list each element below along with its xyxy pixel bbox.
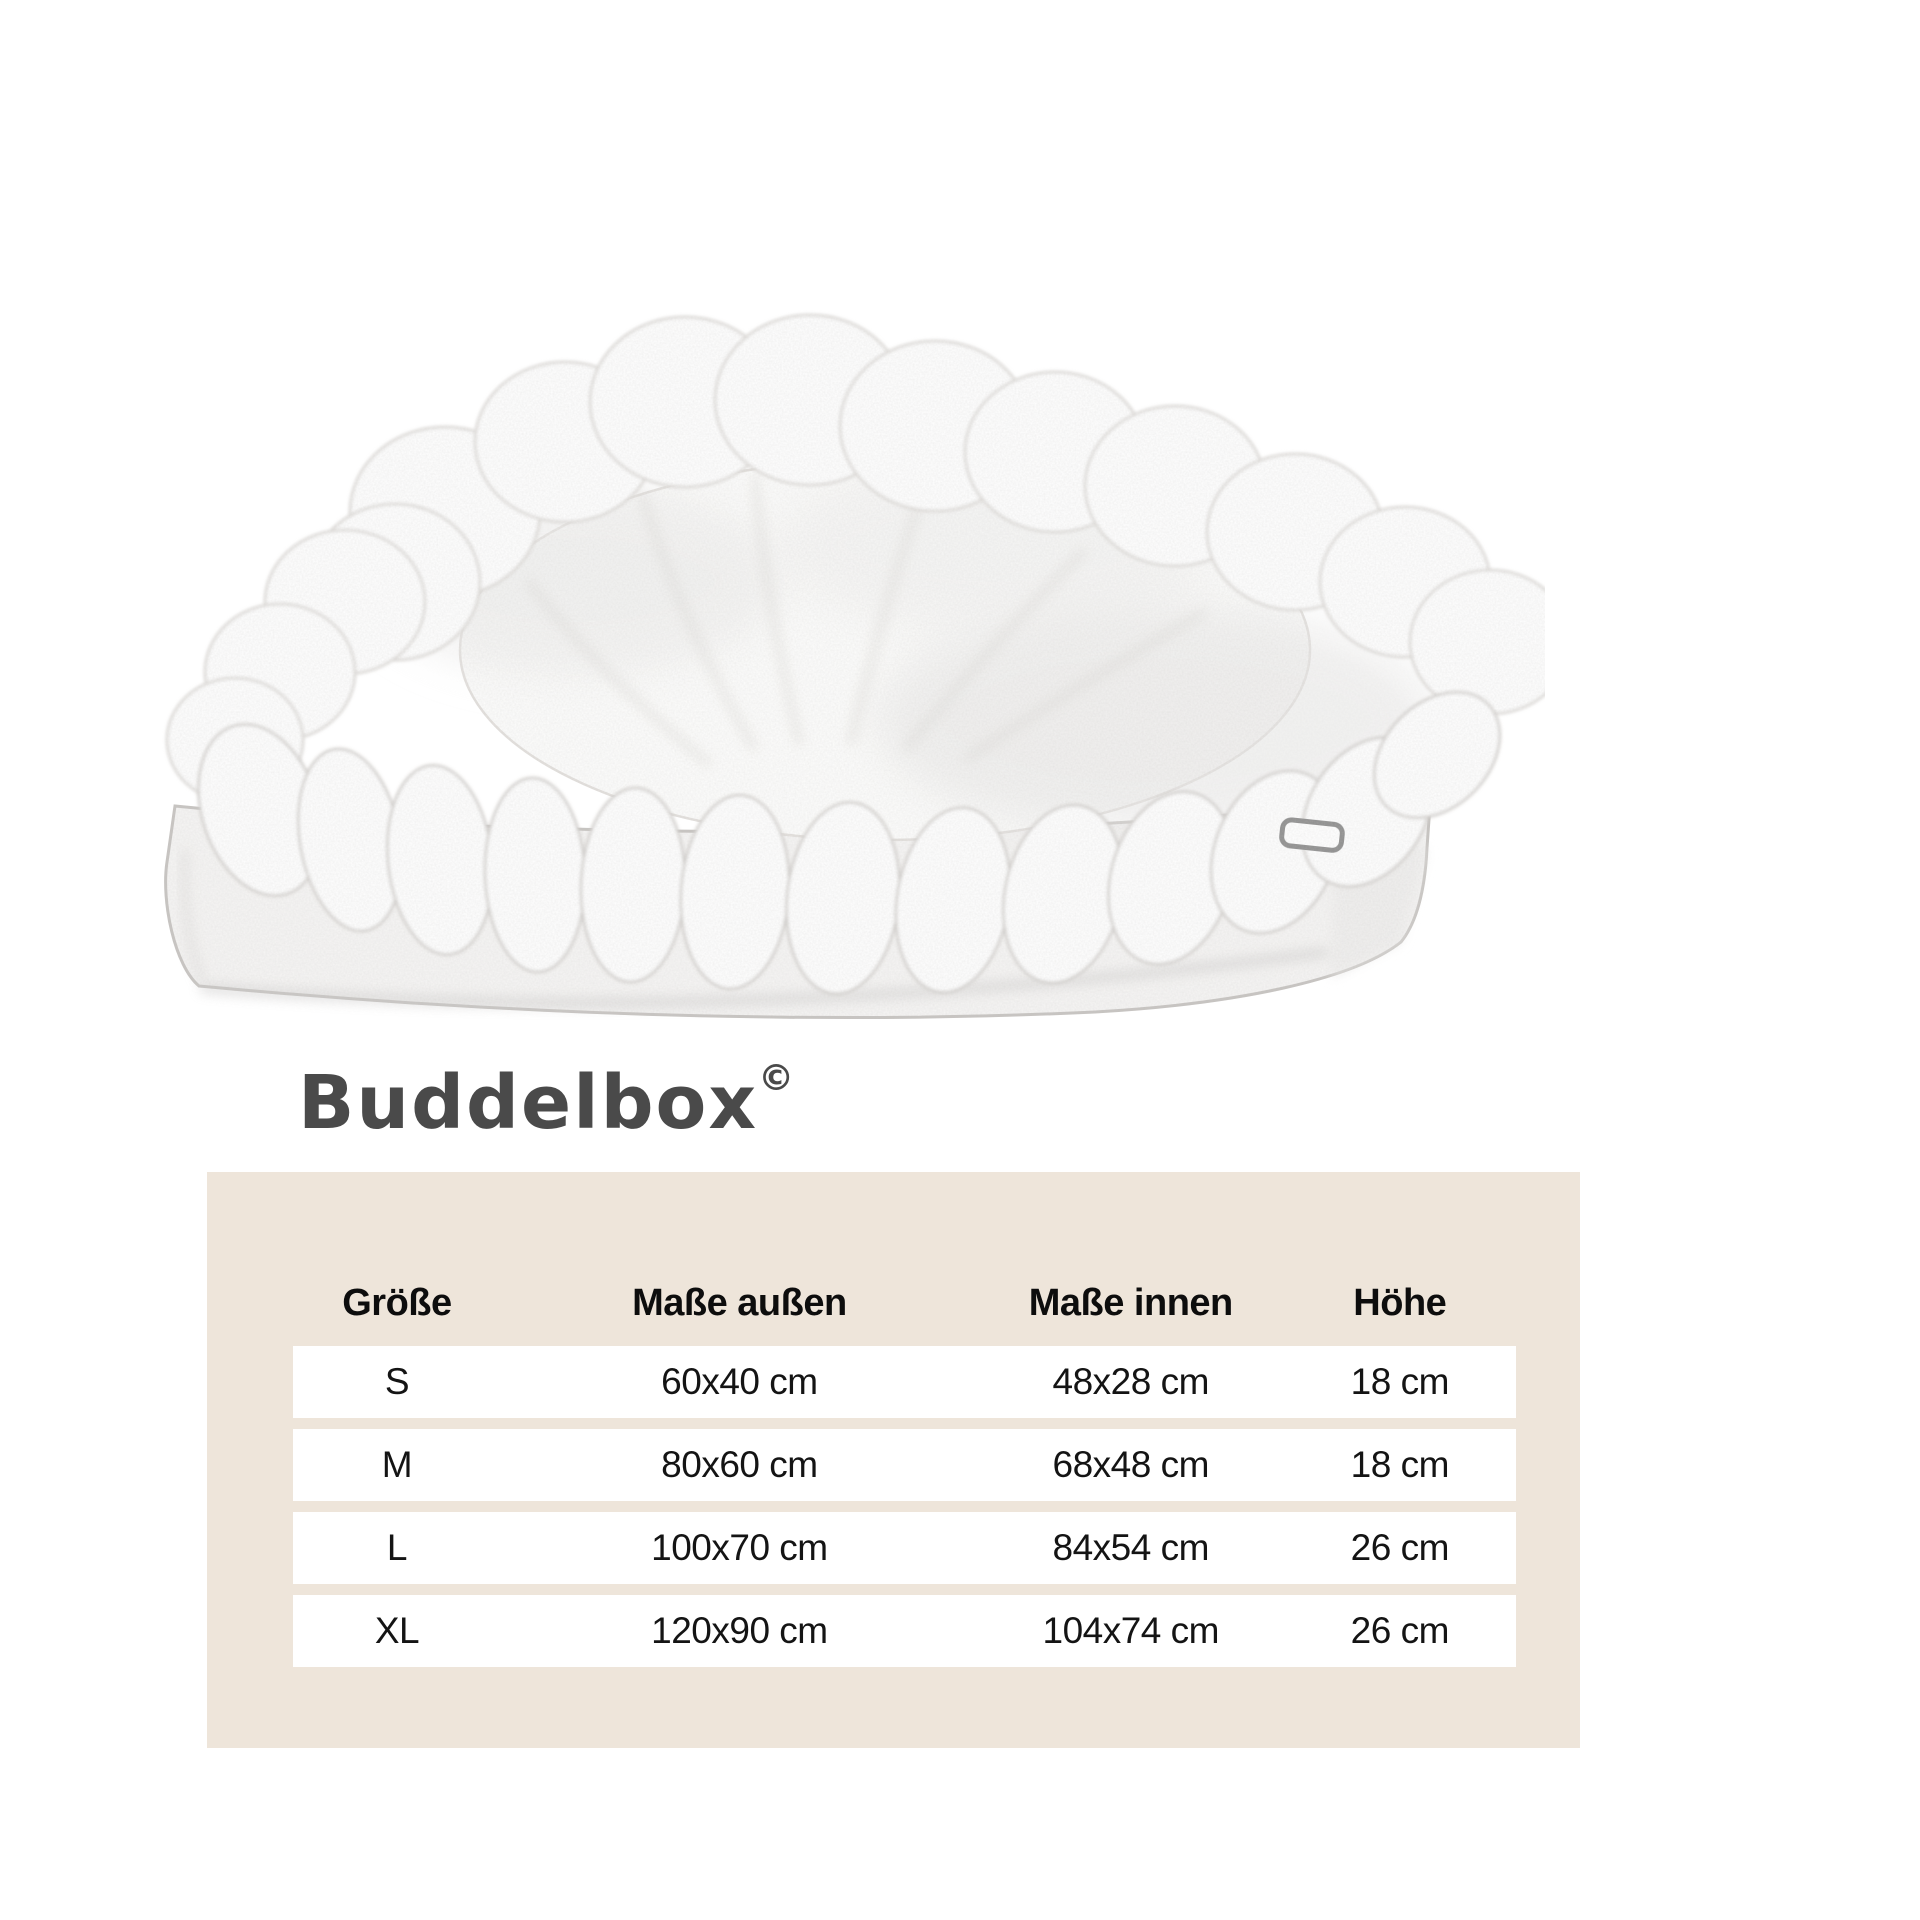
cell-size: S [384, 1361, 410, 1402]
cell-outer: 60x40 cm [661, 1361, 818, 1402]
fluffy-bed-sketch-svg [95, 250, 1545, 1020]
cell-size: L [386, 1527, 407, 1568]
column-header-height: Höhe [1353, 1281, 1447, 1324]
column-header-inner: Maße innen [1028, 1281, 1233, 1324]
table-row-m [293, 1429, 1516, 1501]
size-table-header [293, 1274, 1516, 1332]
size-table-rows [293, 1346, 1516, 1667]
cell-inner: 84x54 cm [1052, 1527, 1209, 1568]
cell-inner: 48x28 cm [1052, 1361, 1209, 1402]
bed-sketch-group [166, 315, 1545, 1018]
cell-inner: 104x74 cm [1042, 1610, 1219, 1651]
product-name: Buddelbox [298, 1060, 759, 1146]
table-row-l [293, 1512, 1516, 1584]
cell-height: 18 cm [1350, 1444, 1449, 1485]
cell-outer: 120x90 cm [651, 1610, 828, 1651]
table-row-s [293, 1346, 1516, 1418]
page-title [298, 1058, 794, 1148]
table-row-xl [293, 1595, 1516, 1667]
cell-outer: 100x70 cm [651, 1527, 828, 1568]
column-header-outer: Maße außen [632, 1281, 847, 1324]
cell-size: XL [374, 1610, 420, 1651]
cell-outer: 80x60 cm [661, 1444, 818, 1485]
cell-size: M [381, 1444, 413, 1485]
brand-tag-icon [1281, 819, 1343, 851]
cell-height: 26 cm [1350, 1527, 1449, 1568]
cell-height: 18 cm [1350, 1361, 1449, 1402]
copyright-mark: © [758, 1058, 795, 1099]
bed-illustration [95, 250, 1545, 1020]
cell-height: 26 cm [1350, 1610, 1449, 1651]
cell-inner: 68x48 cm [1052, 1444, 1209, 1485]
size-chart-panel [207, 1172, 1580, 1748]
column-header-size: Größe [342, 1281, 452, 1324]
